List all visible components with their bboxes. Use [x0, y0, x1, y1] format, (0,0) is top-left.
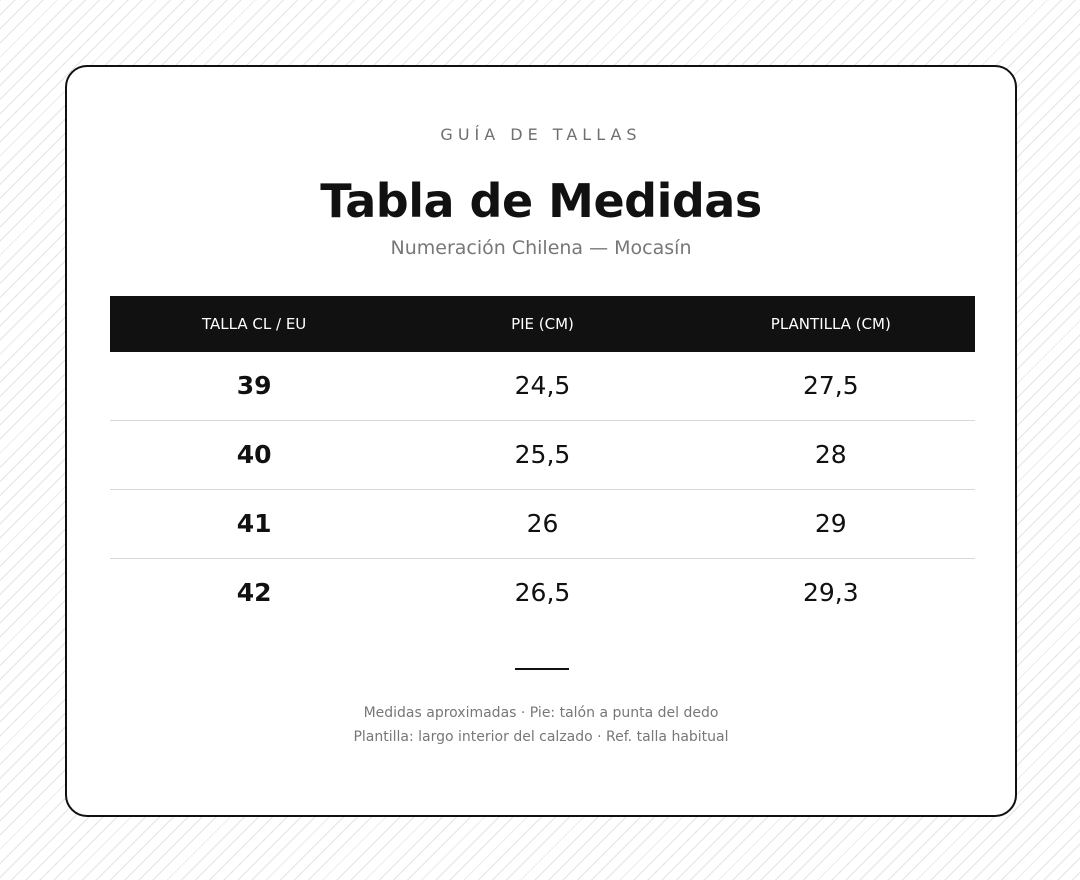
foot-cell: 24,5	[514, 371, 571, 400]
column-header-size: TALLA CL / EU	[202, 315, 307, 333]
table-header	[110, 296, 975, 352]
footer-note-line1: Medidas aproximadas · Pie: talón a punta del dedo	[363, 705, 719, 721]
footer-divider	[515, 668, 569, 670]
size-cell: 39	[236, 371, 272, 400]
size-guide-card	[65, 65, 1017, 817]
size-cell: 40	[236, 440, 272, 469]
size-cell: 42	[236, 578, 272, 607]
table-row	[110, 352, 975, 421]
insole-cell: 27,5	[802, 371, 859, 400]
page-title: Tabla de Medidas	[320, 174, 762, 228]
column-header-foot: PIE (CM)	[511, 315, 574, 333]
insole-cell: 28	[814, 440, 847, 469]
page-subtitle: Numeración Chilena — Mocasín	[390, 237, 692, 259]
eyebrow-label: GUÍA DE TALLAS	[440, 125, 642, 144]
foot-cell: 26,5	[514, 578, 571, 607]
foot-cell: 25,5	[514, 440, 571, 469]
table-row	[110, 559, 975, 627]
insole-cell: 29	[814, 509, 847, 538]
footer-note-line2: Plantilla: largo interior del calzado · Ref. talla habitual	[353, 729, 729, 745]
size-table	[110, 296, 975, 627]
foot-cell: 26	[526, 509, 559, 538]
column-header-insole: PLANTILLA (CM)	[770, 315, 891, 333]
size-cell: 41	[236, 509, 272, 538]
table-row	[110, 421, 975, 490]
insole-cell: 29,3	[802, 578, 859, 607]
table-row	[110, 490, 975, 559]
